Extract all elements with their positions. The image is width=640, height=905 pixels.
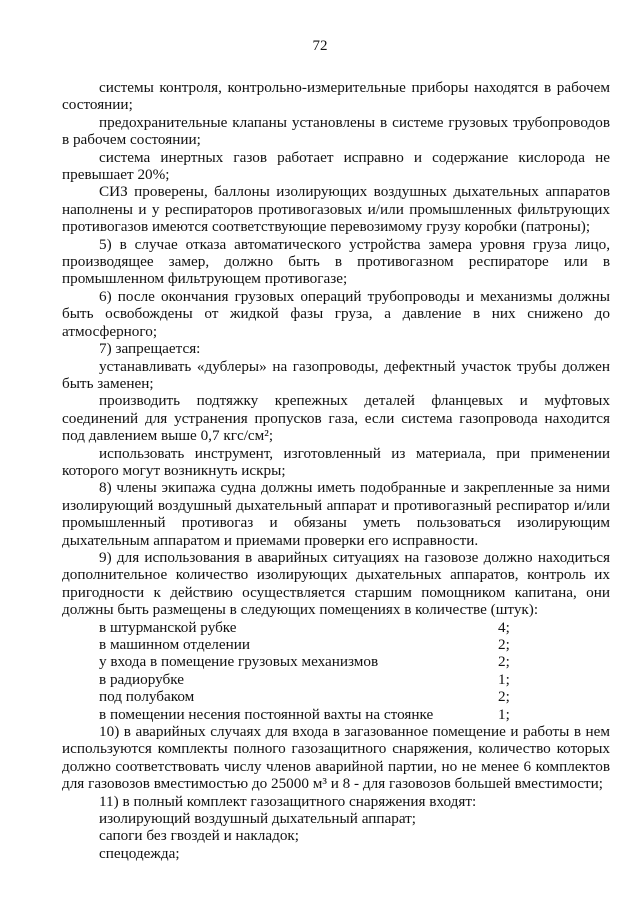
paragraph: производить подтяжку крепежных деталей фланцевых и муфтовых соединений для устранения пропусков газа, если система газопровода находится под давлением выше 0,7 кгс/см²; bbox=[62, 392, 610, 445]
paragraphs-bottom bbox=[62, 723, 610, 862]
paragraph: сапоги без гвоздей и накладок; bbox=[99, 827, 300, 845]
paragraph: системы контроля, контрольно-измерительные приборы находятся в рабочем состоянии; bbox=[62, 79, 610, 114]
paragraph: изолирующий воздушный дыхательный аппарат; bbox=[99, 809, 417, 827]
location-label: у входа в помещение грузовых механизмов bbox=[99, 653, 379, 671]
paragraph: СИЗ проверены, баллоны изолирующих воздушных дыхательных аппаратов наполнены и у респираторов противогазовых и/или промышленных фильтрующих противогазов имеются соответствующие перевозимому грузу коробки (патроны); bbox=[62, 183, 610, 236]
paragraph: использовать инструмент, изготовленный из материала, при применении которого могут возникнуть искры; bbox=[62, 444, 610, 479]
location-list bbox=[62, 619, 610, 723]
location-quantity: 1; bbox=[498, 705, 510, 723]
location-item bbox=[62, 706, 610, 723]
paragraph: 5) в случае отказа автоматического устройства замера уровня груза лицо, производящее замер, должно быть в противогазном респираторе или в промышленном фильтрующем противогазе; bbox=[62, 235, 610, 288]
location-label: в радиорубке bbox=[99, 670, 185, 688]
document-body bbox=[62, 79, 610, 862]
paragraph: 7) запрещается: bbox=[99, 340, 201, 358]
paragraph: спецодежда; bbox=[99, 844, 180, 862]
page-number: 72 bbox=[312, 38, 328, 54]
location-item bbox=[62, 636, 610, 653]
location-quantity: 2; bbox=[498, 653, 510, 671]
location-item bbox=[62, 688, 610, 705]
location-label: в машинном отделении bbox=[99, 635, 251, 653]
location-label: в штурманской рубке bbox=[99, 618, 237, 636]
paragraphs-top bbox=[62, 79, 610, 619]
location-quantity: 1; bbox=[498, 670, 510, 688]
location-label: под полубаком bbox=[99, 688, 195, 706]
location-quantity: 4; bbox=[498, 618, 510, 636]
paragraph: 11) в полный комплект газозащитного снаряжения входят: bbox=[99, 792, 477, 810]
location-item bbox=[62, 619, 610, 636]
location-item bbox=[62, 653, 610, 670]
paragraph: 6) после окончания грузовых операций трубопроводы и механизмы должны быть освобождены от жидкой фазы груза, а давление в них снижено до атмосферного; bbox=[62, 287, 610, 340]
location-quantity: 2; bbox=[498, 635, 510, 653]
paragraph: система инертных газов работает исправно и содержание кислорода не превышает 20%; bbox=[62, 148, 610, 184]
location-quantity: 2; bbox=[498, 688, 510, 706]
paragraph: 9) для использования в аварийных ситуациях на газовозе должно находиться дополнительное количество изолирующих дыхательных аппаратов, контроль их пригодности к действию осуществляется старшим помощником капитана, они должны быть размещены в следующих помещениях в количестве (штук): bbox=[62, 548, 610, 619]
paragraph: предохранительные клапаны установлены в системе грузовых трубопроводов в рабочем состоянии; bbox=[62, 113, 610, 149]
paragraph: устанавливать «дублеры» на газопроводы, дефектный участок трубы должен быть заменен; bbox=[62, 357, 610, 392]
location-label: в помещении несения постоянной вахты на стоянке bbox=[99, 705, 434, 723]
paragraph: 8) члены экипажа судна должны иметь подобранные и закрепленные за ними изолирующий воздушный дыхательный аппарат и противогазный респиратор и/или промышленный противогаз и обязаны уметь пользоваться изолирующим дыхательным аппаратом и приемами проверки его исправности. bbox=[62, 479, 610, 549]
paragraph: 10) в аварийных случаях для входа в загазованное помещение и работы в нем используются комплекты полного газозащитного снаряжения, количество которых должно соответствовать числу членов аварийной партии, но не менее 6 комплектов для газовозов вместимостью до 25000 м³ и 8 - для газовозов большей вместимости; bbox=[62, 722, 610, 793]
location-item bbox=[62, 671, 610, 688]
